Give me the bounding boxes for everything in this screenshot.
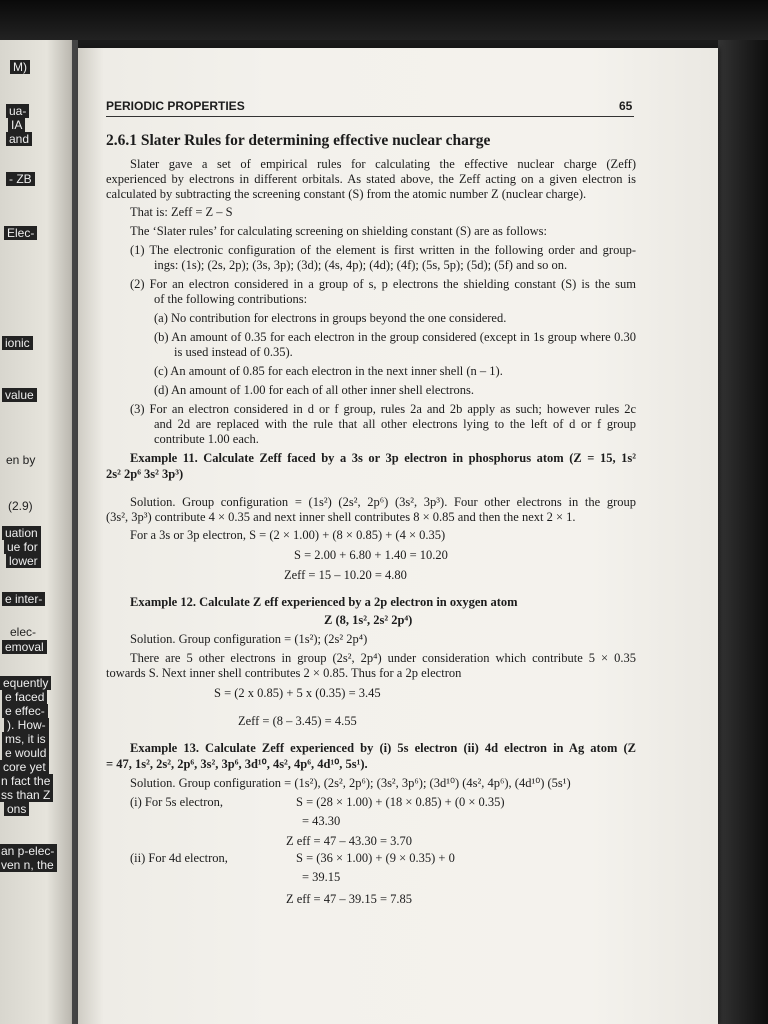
left-page-fragment: uation — [2, 526, 41, 540]
left-page-fragment: ue for — [4, 540, 41, 554]
left-page-fragment: IA — [8, 118, 25, 132]
left-page-fragment: ven n, the — [0, 858, 57, 872]
text-line: experienced by electrons in different orbitals. As stated above, the Zeff acting on a given electron is — [106, 173, 636, 186]
text-line: S = (36 × 1.00) + (9 × 0.35) + 0 — [296, 851, 455, 865]
text-line: = 43.30 — [302, 814, 341, 828]
background-top — [0, 0, 768, 40]
text-line: (c) An amount of 0.85 for each electron in the next inner shell (n – 1). — [154, 364, 503, 378]
text-line: The ‘Slater rules’ for calculating screening on shielding constant (S) are as follows: — [130, 224, 547, 238]
text-line: For a 3s or 3p electron, S = (2 × 1.00) + (8 × 0.85) + (4 × 0.35) — [130, 528, 446, 542]
text-line: = 39.15 — [302, 870, 341, 884]
left-page-fragment: elec- — [10, 625, 37, 639]
page-number: 65 — [619, 99, 633, 113]
left-page-fragment: and — [6, 132, 32, 146]
left-page-edge — [0, 40, 78, 1024]
background-right — [718, 40, 768, 1024]
text-line: (2) For an electron considered in a group of s, p electrons the shielding constant (S) is the sum — [130, 278, 636, 291]
left-page-fragment: value — [2, 388, 37, 402]
left-page-fragment: emoval — [2, 640, 47, 654]
left-page-fragment: an p-elec- — [0, 844, 57, 858]
left-page-fragment: Elec- — [4, 226, 37, 240]
left-page-fragment: ms, it is — [2, 732, 49, 746]
left-page-fragment: e effec- — [2, 704, 48, 718]
text-line: Example 12. Calculate Z eff experienced by a 2p electron in oxygen atom — [130, 595, 518, 609]
text-line: = 47, 1s², 2s², 2p⁶, 3s², 3p⁶, 3d¹⁰, 4s², 4p⁶, 4d¹⁰, 5s¹). — [106, 757, 368, 771]
text-line: towards S. Next inner shell contributes 2 × 0.85. Thus for a 2p electron — [106, 666, 462, 680]
text-line: That is: Zeff = Z – S — [130, 205, 233, 219]
text-line: (3) For an electron considered in d or f group, rules 2a and 2b apply as such; however rules 2c — [130, 403, 636, 416]
text-line: (1) The electronic configuration of the element is first written in the following order and group- — [130, 244, 636, 257]
left-page-fragment: core yet — [0, 760, 49, 774]
text-line: Zeff = (8 – 3.45) = 4.55 — [238, 714, 357, 728]
left-page-fragment: - ZB — [6, 172, 35, 186]
text-line: is used instead of 0.35). — [174, 345, 293, 359]
text-line: Z eff = 47 – 39.15 = 7.85 — [286, 892, 413, 906]
text-line: calculated by subtracting the screening constant (S) from the atomic number Z (nuclear charge). — [106, 187, 587, 201]
left-page-fragment: (2.9) — [8, 499, 33, 513]
text-line: (b) An amount of 0.35 for each electron in the group considered (except in 1s group where 0.30 — [154, 331, 636, 344]
text-line: (d) An amount of 1.00 for each of all other inner shell electrons. — [154, 383, 475, 397]
text-line: Solution. Group configuration = (1s²), (2s², 2p⁶); (3s², 3p⁶); (3d¹⁰) (4s², 4p⁶), (4d¹⁰) (5s¹) — [130, 776, 571, 790]
header-rule — [106, 116, 634, 117]
section-title: 2.6.1 Slater Rules for determining effective nuclear charge — [106, 132, 491, 149]
text-line: (a) No contribution for electrons in groups beyond the one considered. — [154, 311, 507, 325]
text-line: S = (2 x 0.85) + 5 x (0.35) = 3.45 — [214, 686, 381, 700]
text-line: of the following contributions: — [154, 292, 308, 306]
text-line: and 2d are replaced with the rule that all other electrons lying to the left of d or f group — [154, 418, 636, 431]
text-line: (ii) For 4d electron, — [130, 851, 228, 865]
left-page-fragment: M) — [10, 60, 30, 74]
running-header-title: PERIODIC PROPERTIES — [106, 99, 245, 113]
book-page — [78, 48, 718, 1024]
text-line: contribute 1.00 each. — [154, 432, 259, 446]
text-line: (3s², 3p³) contribute 4 × 0.35 and next inner shell contributes 8 × 0.85 and then the next 2 × 1. — [106, 510, 576, 524]
left-page-fragment: n fact the — [0, 774, 53, 788]
text-line: Example 11. Calculate Zeff faced by a 3s or 3p electron in phosphorus atom (Z = 15, 1s² — [130, 452, 636, 465]
text-line: Z eff = 47 – 43.30 = 3.70 — [286, 834, 413, 848]
text-line: Zeff = 15 – 10.20 = 4.80 — [284, 568, 407, 582]
text-line: ings: (1s); (2s, 2p); (3s, 3p); (3d); (4s, 4p); (4d); (4f); (5s, 5p); (5d); (5f) and so on. — [154, 258, 568, 272]
text-line: Z (8, 1s², 2s² 2p⁴) — [324, 613, 413, 627]
left-page-fragment: equently — [0, 676, 51, 690]
text-line: Solution. Group configuration = (1s²); (2s² 2p⁴) — [130, 632, 368, 646]
left-page-fragment: ons — [4, 802, 29, 816]
left-page-fragment: en by — [6, 453, 36, 467]
left-page-fragment: lower — [6, 554, 41, 568]
text-line: Solution. Group configuration = (1s²) (2s², 2p⁶) (3s², 3p³). Four other electrons in the group — [130, 496, 636, 509]
text-line: S = (28 × 1.00) + (18 × 0.85) + (0 × 0.35) — [296, 795, 505, 809]
left-page-fragment: ionic — [2, 336, 33, 350]
text-line: There are 5 other electrons in group (2s², 2p⁴) under consideration which contribute 5 × 0.35 — [130, 652, 636, 665]
text-line: S = 2.00 + 6.80 + 1.40 = 10.20 — [294, 548, 448, 562]
left-page-fragment: ). How- — [4, 718, 49, 732]
text-line: 2s² 2p⁶ 3s² 3p³) — [106, 467, 184, 481]
left-page-fragment: e inter- — [2, 592, 45, 606]
text-line: Example 13. Calculate Zeff experienced by (i) 5s electron (ii) 4d electron in Ag atom (Z — [130, 742, 636, 755]
text-line: Slater gave a set of empirical rules for calculating the effective nuclear charge (Zeff) — [130, 158, 636, 171]
left-page-fragment: e would — [2, 746, 49, 760]
left-page-fragment: ss than Z — [0, 788, 53, 802]
left-page-fragment: e faced — [2, 690, 47, 704]
left-page-fragment: ua- — [6, 104, 29, 118]
text-line: (i) For 5s electron, — [130, 795, 224, 809]
